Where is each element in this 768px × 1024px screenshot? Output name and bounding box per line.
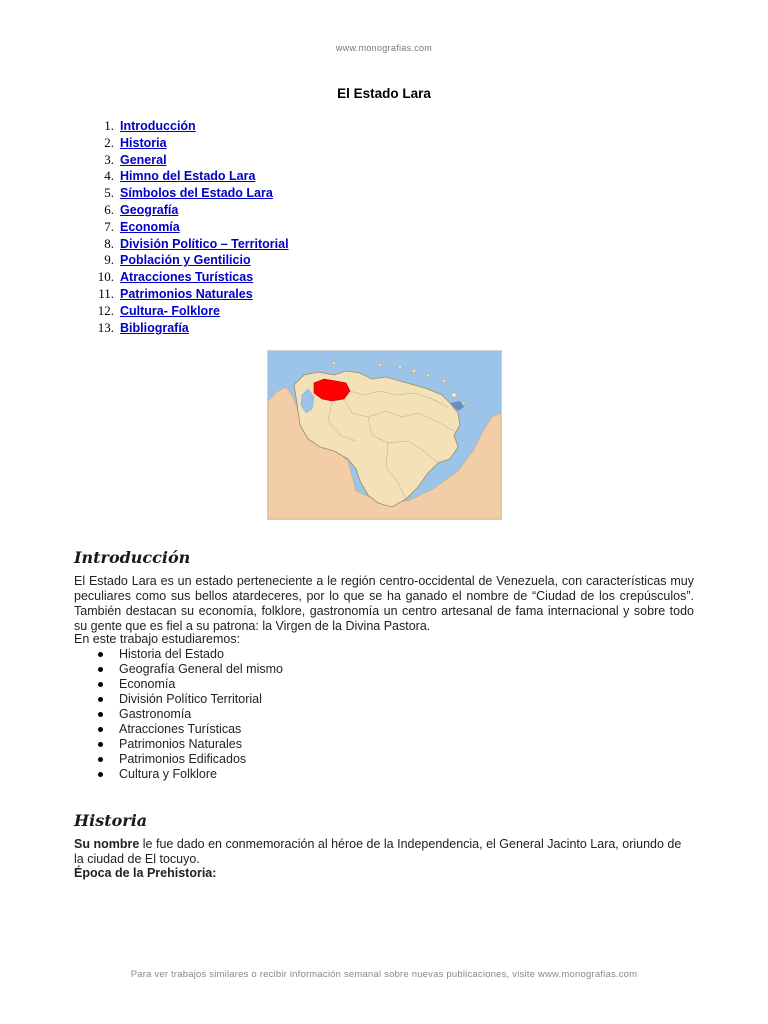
toc-item — [104, 185, 289, 202]
list-item — [74, 767, 283, 782]
prehistoria-label: Época de la Prehistoria: — [74, 866, 217, 880]
bullet-icon — [98, 652, 103, 657]
bullet-icon — [98, 757, 103, 762]
list-item — [74, 692, 283, 707]
bullet-icon — [98, 772, 103, 777]
bullet-icon — [98, 727, 103, 732]
historia-name-bold: Su nombre — [74, 837, 140, 851]
list-item-text: Cultura y Folklore — [119, 767, 217, 781]
toc-number: 6. — [104, 201, 114, 217]
list-item — [74, 722, 283, 737]
list-item — [74, 677, 283, 692]
header-url: www.monografias.com — [335, 43, 433, 53]
section-heading-historia: Historia — [74, 811, 148, 830]
list-item-text: Geografía General del mismo — [119, 662, 283, 676]
list-item-text: Economía — [119, 677, 176, 691]
toc-number: 12. — [97, 302, 114, 318]
list-item-text: Historia del Estado — [119, 647, 224, 661]
toc-item — [104, 201, 289, 219]
table-of-contents — [97, 118, 289, 336]
toc-link-historia[interactable]: Historia — [120, 135, 167, 150]
list-item-text: Atracciones Turísticas — [119, 722, 242, 736]
bullet-icon — [98, 682, 103, 687]
toc-link-introduccion[interactable]: Introducción — [120, 119, 196, 133]
toc-number: 3. — [104, 151, 114, 167]
historia-subheading — [74, 866, 694, 881]
toc-number: 10. — [97, 269, 114, 285]
list-item — [74, 707, 283, 722]
intro-paragraph: El Estado Lara es un estado perteneciente a le región centro-occidental de Venezuela, con características muy peculiares como sus bellos atardeceres, por lo que se ha ganado el nombre de “Ciudad de los crepúsculos”. También destacan su economía, folklore, gastronomía un centro artesanal de fama internacional y sobre todo su gente que es fiel a su patrona: la Virgen de la Divina Pastora. — [74, 574, 694, 633]
venezuela-map-image — [267, 350, 502, 520]
bullet-icon — [98, 697, 103, 702]
bullet-icon — [98, 667, 103, 672]
toc-link-general[interactable]: General — [120, 152, 167, 167]
toc-link-himno[interactable]: Himno del Estado Lara — [120, 169, 256, 184]
footer-note: Para ver trabajos similares o recibir información semanal sobre nuevas publicaciones, visite www.monografias.com — [130, 969, 638, 980]
intro-lead: En este trabajo estudiaremos: — [74, 632, 241, 646]
map-svg — [268, 351, 501, 519]
toc-item — [97, 269, 289, 286]
toc-number: 5. — [104, 185, 114, 201]
toc-number: 8. — [104, 235, 114, 251]
bullet-icon — [98, 712, 103, 717]
toc-link-patrimonios[interactable]: Patrimonios Naturales — [120, 286, 253, 301]
toc-item — [97, 319, 289, 337]
toc-item — [104, 235, 289, 253]
toc-number: 7. — [104, 218, 114, 234]
intro-bullet-list — [74, 647, 283, 782]
list-item — [74, 647, 283, 662]
toc-link-geografia[interactable]: Geografía — [120, 202, 179, 217]
toc-item — [104, 118, 289, 135]
list-item-text: Gastronomía — [119, 707, 192, 721]
toc-item — [104, 218, 289, 236]
toc-item — [104, 151, 289, 169]
toc-item — [98, 285, 289, 303]
page-title: El Estado Lara — [337, 86, 431, 101]
toc-item — [104, 168, 289, 185]
toc-link-simbolos[interactable]: Símbolos del Estado Lara — [120, 186, 273, 201]
historia-name-text: le fue dado en conmemoración al héroe de la Independencia, el General Jacinto Lara, oriundo de la ciudad de El tocuyo. — [74, 837, 682, 866]
toc-link-poblacion[interactable]: Población y Gentilicio — [120, 253, 251, 268]
list-item — [74, 737, 283, 752]
toc-link-economia[interactable]: Economía — [120, 219, 180, 234]
list-item-text: División Político Territorial — [119, 692, 262, 706]
section-heading-introduccion: Introducción — [74, 548, 191, 567]
toc-number: 4. — [104, 168, 114, 184]
toc-number: 13. — [97, 319, 114, 335]
list-item-text: Patrimonios Edificados — [119, 752, 247, 766]
toc-number: 2. — [104, 134, 114, 150]
toc-item — [104, 134, 289, 152]
toc-item — [104, 252, 289, 269]
toc-number: 9. — [104, 252, 114, 268]
toc-number: 1. — [104, 118, 114, 133]
list-item — [74, 662, 283, 677]
toc-link-atracciones[interactable]: Atracciones Turísticas — [120, 270, 254, 285]
toc-link-bibliografia[interactable]: Bibliografía — [120, 320, 189, 335]
toc-item — [97, 302, 289, 320]
bullet-icon — [98, 742, 103, 747]
toc-link-cultura[interactable]: Cultura- Folklore — [120, 303, 221, 318]
toc-link-division[interactable]: División Político – Territorial — [120, 236, 289, 251]
historia-paragraph — [74, 837, 694, 867]
list-item — [74, 752, 283, 767]
list-item-text: Patrimonios Naturales — [119, 737, 242, 751]
toc-number: 11. — [98, 285, 114, 301]
